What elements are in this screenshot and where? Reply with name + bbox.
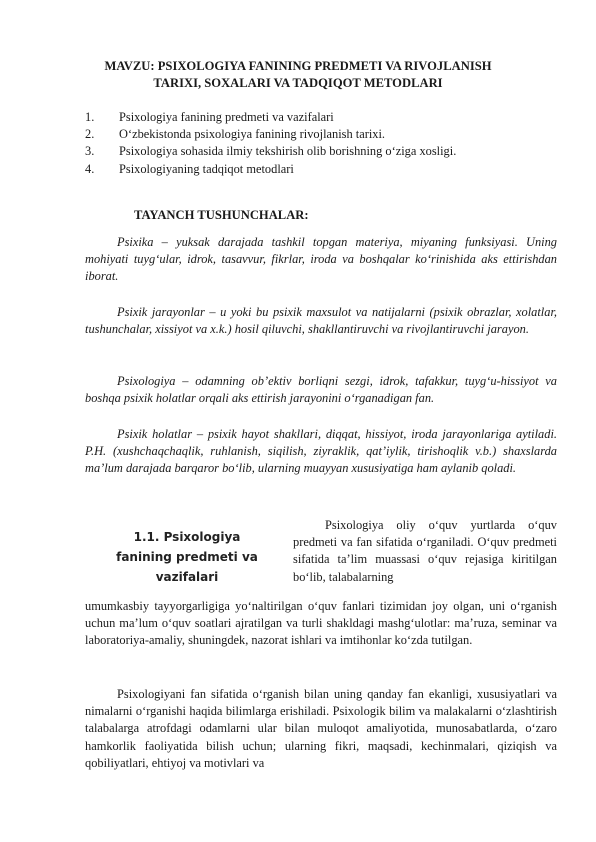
document-title: MAVZU: PSIXOLOGIYA FANINING PREDMETI VA RIVOJLANISH TARIXI, SOXALARI VA TADQIQOT METODLARI — [104, 59, 492, 90]
outline-item-text: Psixologiyaning tadqiqot metodlari — [119, 161, 294, 176]
outline-item-number: 1. — [85, 110, 95, 124]
intro-paragraph-continuation: umumkasbiy tayyorgarligiga yo‘naltirilgan o‘quv fanlari tizimidan joy olgan, uni o‘rganish uchun ma’lum o‘quv soatlari ajratilgan va turli shakldagi mashg‘ulotlar: ma’ruza, seminar va laboratoriya-amaliy, shuningdek, nazorat ishlari va imtihonlar ko‘zda tutilgan. — [85, 599, 557, 648]
outline-item — [85, 143, 545, 160]
topic-outline-list — [85, 109, 545, 178]
outline-item-text: Psixologiya fanining predmeti va vazifalari — [119, 110, 334, 124]
outline-item-number: 2. — [85, 127, 95, 142]
outline-item-number: 3. — [85, 144, 95, 159]
definition-psixik-holatlar: Psixik holatlar – psixik hayot shakllari, diqqat, hissiyot, iroda jarayonlariga aytiladi. P.H. (xushchaqchaqlik, ruhlanish, siqilish, ziyraklik, qat’iylik, tirishoqlik v.b.) shaxslarda ma’lum darajada barqaror bo‘lib, ularning muayyan xususiyatiga ham aylanib qoladi. — [85, 427, 557, 476]
outline-item-text: O‘zbekistonda psixologiya fanining rivojlanish tarixi. — [119, 127, 386, 142]
outline-item — [85, 161, 545, 178]
subsection-heading: 1.1. Psixologiya fanining predmeti va vazifalari — [116, 530, 258, 584]
outline-item-text: Psixologiya sohasida ilmiy tekshirish olib borishning o‘ziga xosligi. — [119, 144, 457, 159]
definition-psixologiya: Psixologiya – odamning ob’ektiv borliqni sezgi, idrok, tafakkur, tuyg‘u-hissiyot va boshqa psixik holatlar orqali aks ettirish jarayonini o‘rganadigan fan. — [85, 374, 557, 406]
outline-item-number: 4. — [85, 161, 95, 176]
intro-paragraph-start: Psixologiya oliy o‘quv yurtlarda o‘quv predmeti va fan sifatida o‘rganiladi. O‘quv predmeti sifatida ta’lim muassasi o‘quv rejasiga kiritilgan bo‘lib, talabalarning — [293, 518, 557, 584]
body-paragraph: Psixologiyani fan sifatida o‘rganish bilan uning qanday fan ekanligi, xususiyatlari va nimalarni o‘rganishi haqida bilimlarga erishiladi. Psixologik bilim va malakalarni o‘zlashtirish talabalarga atrofdagi odamlarni ular bilan muloqot amaliyotida, munosabatlarda, o‘zaro hamkorlik faoliyatida bilish uchun; ularning fikri, maqsadi, kechinmalari, qiziqish va qobiliyatlari, ehtiyoj va motivlari va — [85, 687, 557, 770]
definition-psixik-jarayonlar: Psixik jarayonlar – u yoki bu psixik maxsulot va natijalarni (psixik obrazlar, xolatlar, tushunchalar, xissiyot va x.k.) hosil qiluvchi, shakllantiruvchi va rivojlantiruvchi jarayon. — [85, 305, 557, 337]
definition-psixika: Psixika – yuksak darajada tashkil topgan materiya, miyaning funksiyasi. Uning mohiyati tuyg‘ular, idrok, tasavvur, fikrlar, iroda va boshqalar ko‘rinishida aks ettirishdan iborat. — [85, 235, 557, 284]
outline-item — [85, 109, 545, 126]
key-concepts-heading: TAYANCH TUSHUNCHALAR: — [134, 208, 309, 222]
outline-item — [85, 126, 545, 143]
